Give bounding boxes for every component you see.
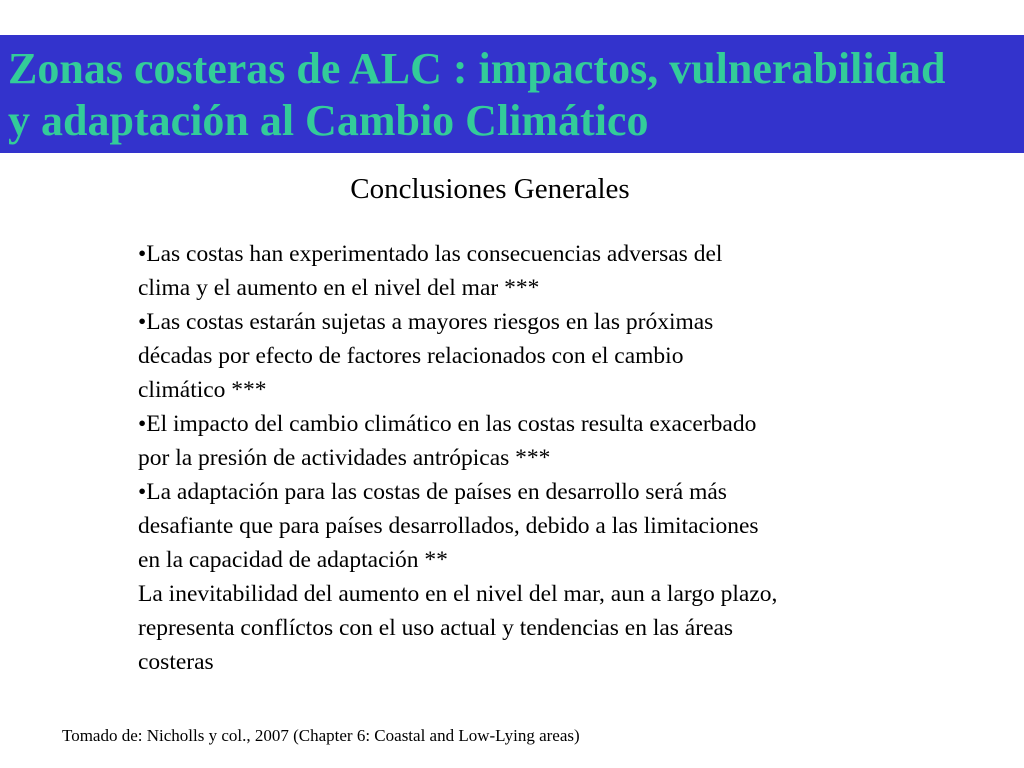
source-citation: Tomado de: Nicholls y col., 2007 (Chapter 6: Coastal and Low-Lying areas) [62,726,580,745]
body-line: •Las costas estarán sujetas a mayores riesgos en las próximas [138,309,714,335]
slide-title-line-1: Zonas costeras de ALC : impactos, vulnerabilidad [8,44,946,93]
body-line: •El impacto del cambio climático en las costas resulta exacerbado [138,411,757,437]
body-line: costeras [138,649,214,675]
body-line: décadas por efecto de factores relacionados con el cambio [138,343,684,369]
body-line: •La adaptación para las costas de países en desarrollo será más [138,479,727,505]
slide-title-line-2: y adaptación al Cambio Climático [8,96,649,145]
body-line: La inevitabilidad del aumento en el nivel del mar, aun a largo plazo, [138,581,778,607]
section-heading: Conclusiones Generales [350,173,630,205]
body-line: •Las costas han experimentado las consecuencias adversas del [138,241,723,267]
title-banner [0,35,1024,153]
body-line: desafiante que para países desarrollados, debido a las limitaciones [138,513,759,539]
body-line: climático *** [138,377,267,403]
conclusions-list [138,237,938,679]
body-line: por la presión de actividades antrópicas *** [138,445,551,471]
body-line: representa conflíctos con el uso actual y tendencias en las áreas [138,615,734,641]
body-line: en la capacidad de adaptación ** [138,547,448,573]
body-line: clima y el aumento en el nivel del mar *** [138,275,540,301]
